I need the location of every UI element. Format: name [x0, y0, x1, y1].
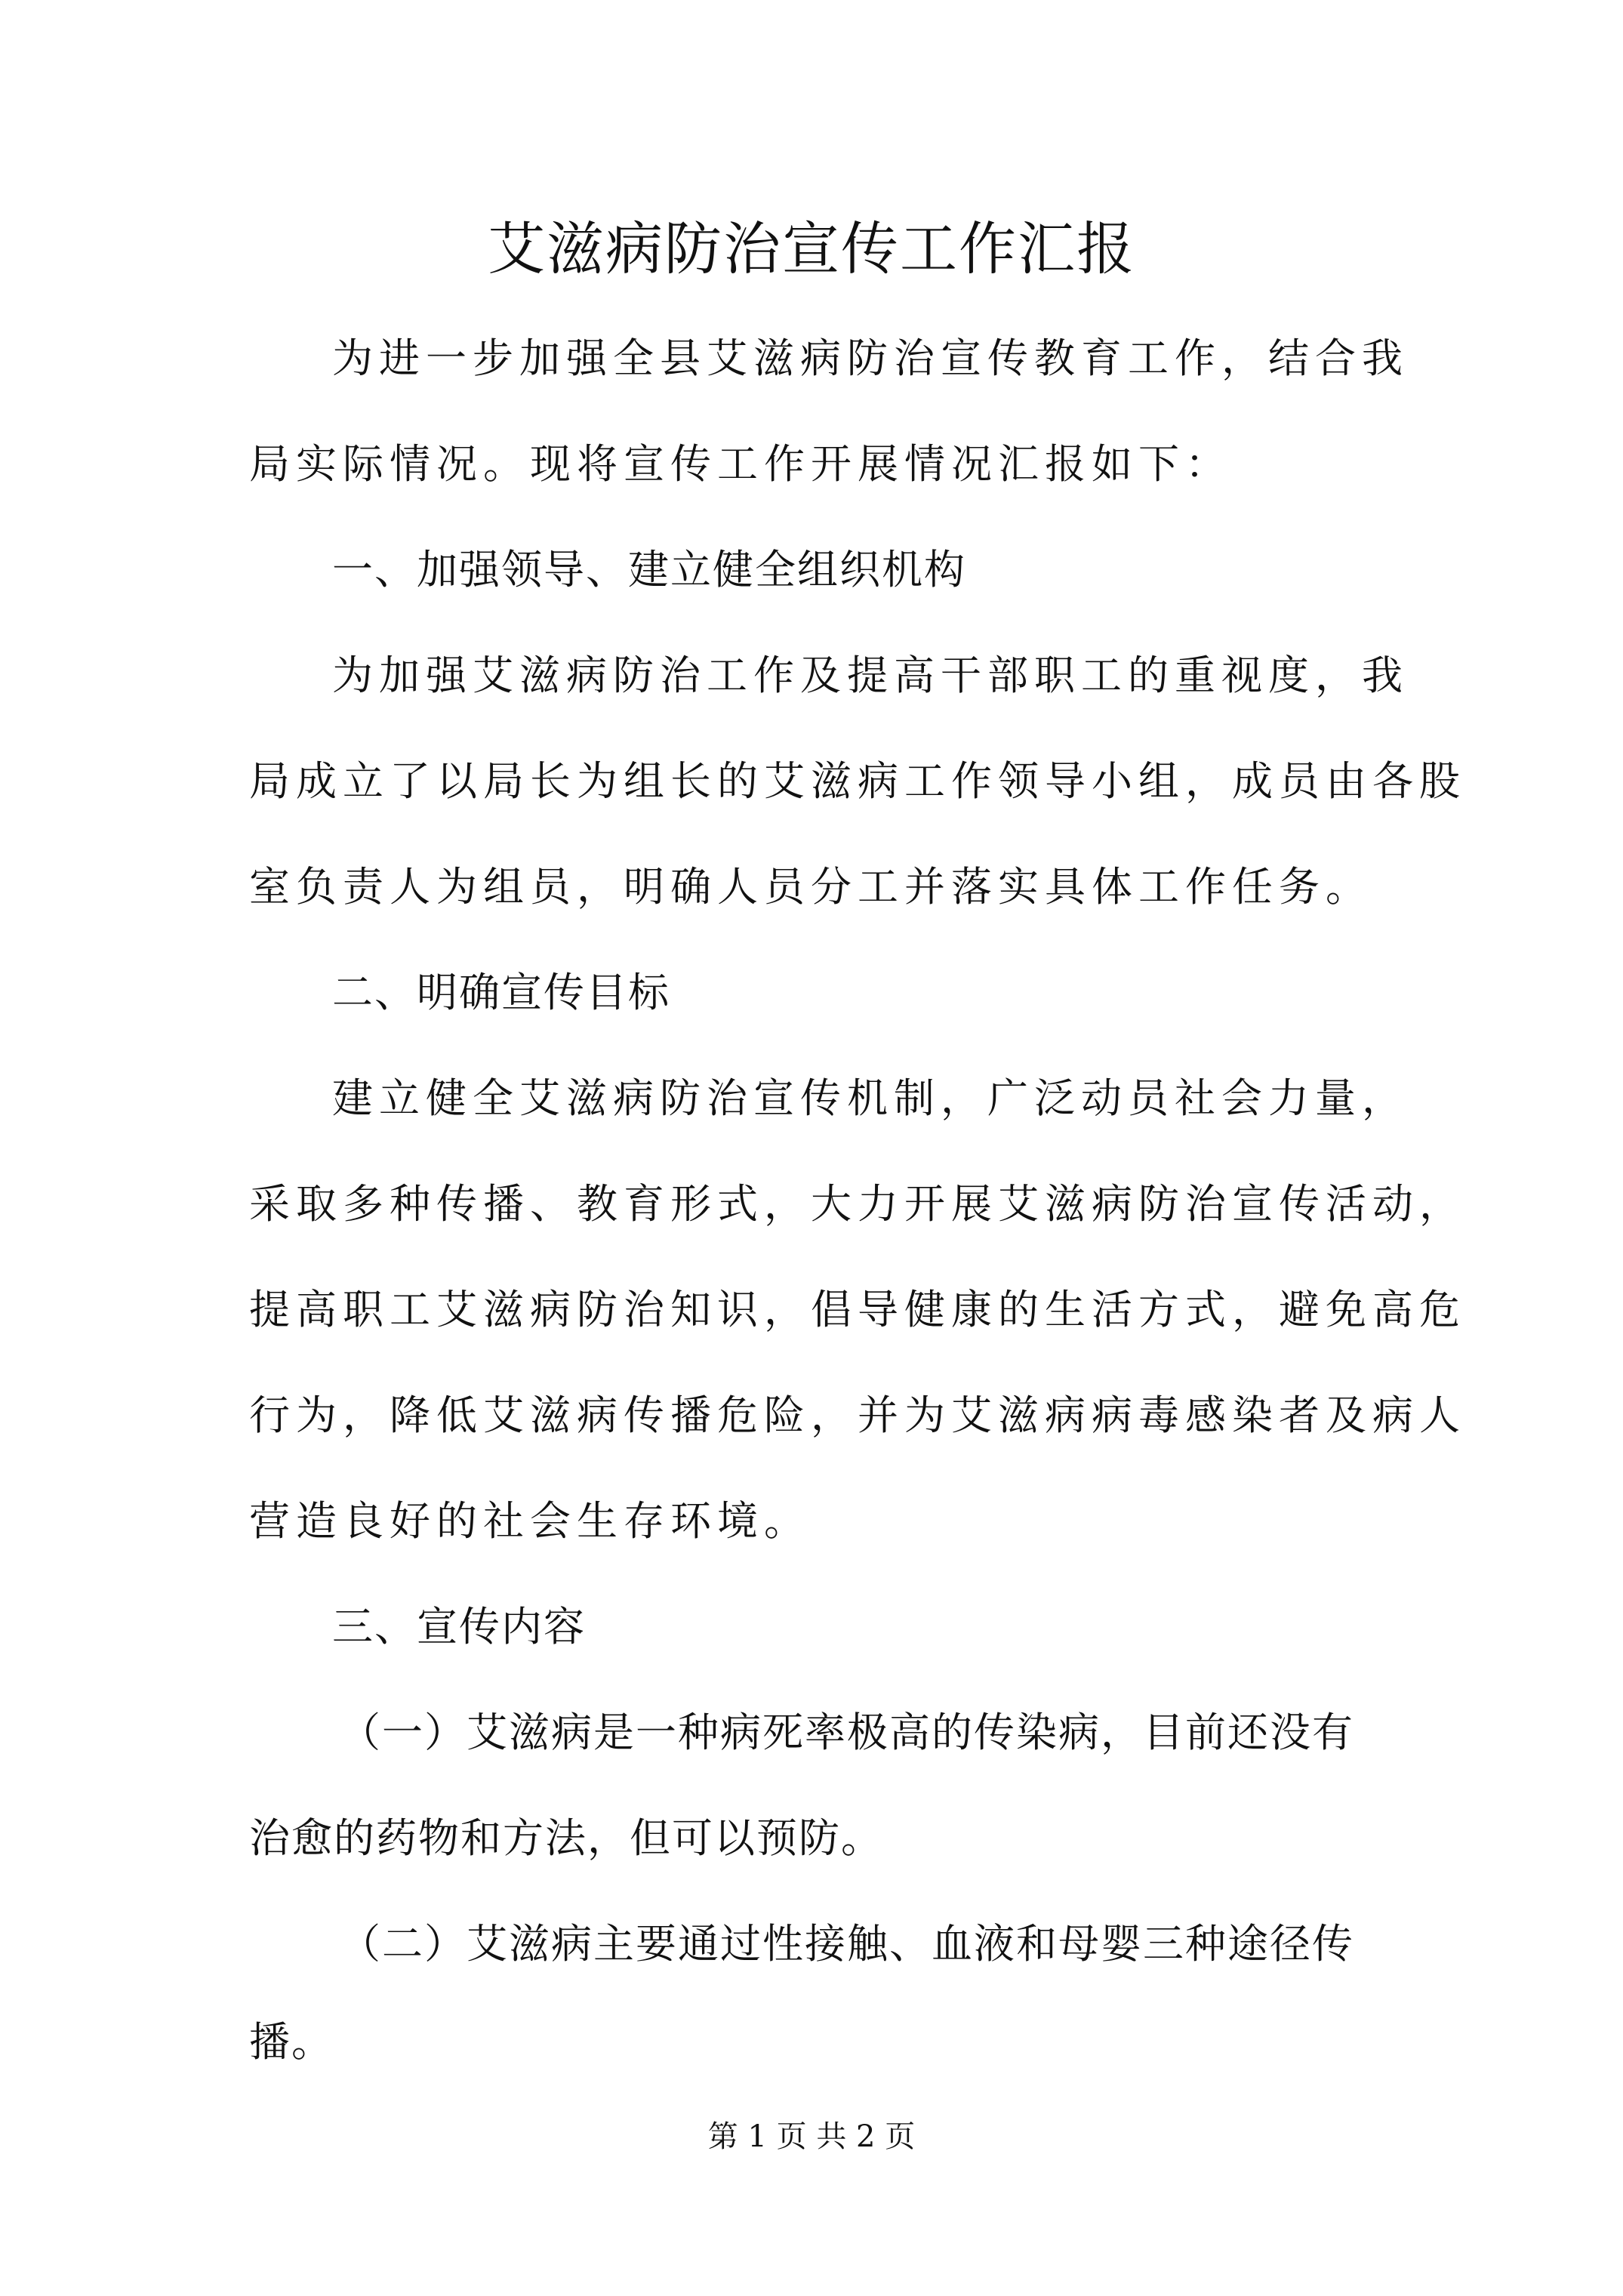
section-2-line-4: 行为，降低艾滋病传播危险，并为艾滋病病毒感染者及病人: [249, 1391, 1466, 1439]
section-2-line-5: 营造良好的社会生存环境。: [249, 1497, 811, 1545]
section-3-item-1-line-1: （一）艾滋病是一种病死率极高的传染病，目前还没有: [340, 1709, 1354, 1756]
intro-line-2: 局实际情况。现将宣传工作开展情况汇报如下：: [249, 440, 1232, 488]
section-1-line-2: 局成立了以局长为组长的艾滋病工作领导小组，成员由各股: [249, 757, 1466, 805]
intro-line-1: 为进一步加强全县艾滋病防治宣传教育工作，结合我: [332, 334, 1409, 382]
section-3-item-2-line-1: （二）艾滋病主要通过性接触、血液和母婴三种途径传: [340, 1920, 1354, 1968]
section-1-line-3: 室负责人为组员，明确人员分工并落实具体工作任务。: [249, 863, 1372, 911]
section-1-line-1: 为加强艾滋病防治工作及提高干部职工的重视度，我: [332, 652, 1409, 699]
section-3-item-1-line-2: 治愈的药物和方法，但可以预防。: [249, 1814, 883, 1862]
section-2-line-3: 提高职工艾滋病防治知识，倡导健康的生活方式，避免高危: [249, 1286, 1466, 1333]
section-2-heading: 二、明确宣传目标: [332, 969, 670, 1016]
page-footer: 第 1 页 共 2 页: [707, 2119, 916, 2154]
section-1-heading: 一、加强领导、建立健全组织机构: [332, 546, 966, 593]
section-2-line-1: 建立健全艾滋病防治宣传机制，广泛动员社会力量，: [332, 1074, 1409, 1122]
document-title: 艾滋病防治宣传工作汇报: [488, 215, 1135, 282]
section-2-line-2: 采取多种传播、教育形式，大力开展艾滋病防治宣传活动，: [249, 1180, 1466, 1228]
section-3-heading: 三、宣传内容: [332, 1603, 586, 1650]
section-3-item-2-line-2: 播。: [249, 2018, 334, 2066]
